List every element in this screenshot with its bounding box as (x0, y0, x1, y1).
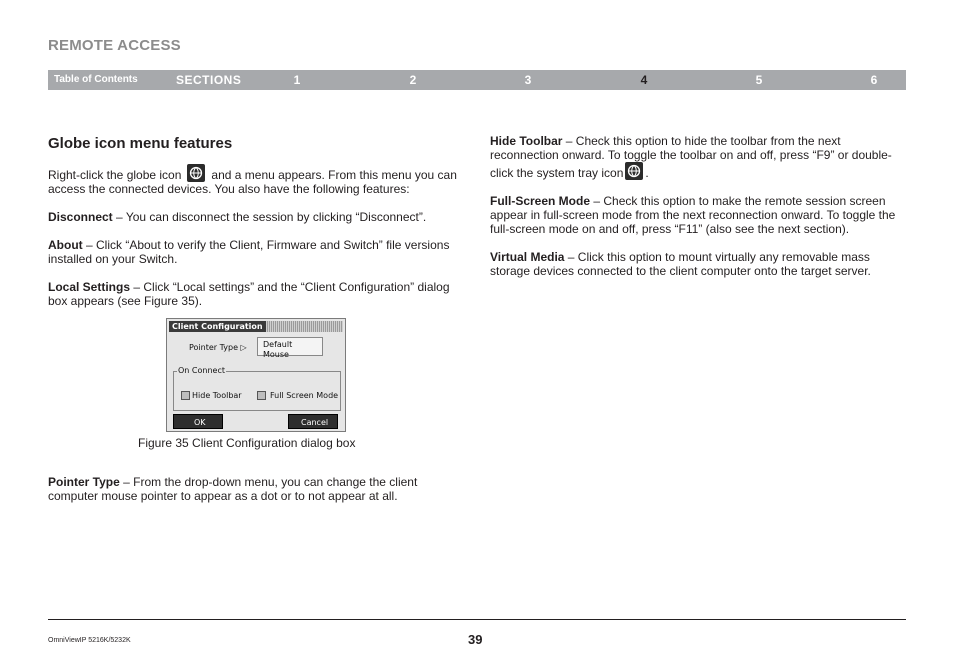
pointer-type-label: Pointer Type ▷ (189, 343, 247, 352)
page-number: 39 (468, 632, 483, 647)
nav-sections-label: SECTIONS (176, 73, 242, 87)
pointer-type-select[interactable]: Default Mouse (257, 337, 323, 356)
hide-toolbar-checkbox[interactable] (181, 391, 190, 400)
nav-section-1[interactable]: 1 (293, 73, 301, 87)
nav-section-3[interactable]: 3 (524, 73, 532, 87)
figure-caption: Figure 35 Client Configuration dialog box (138, 436, 356, 450)
hide-toolbar-label: Hide Toolbar (192, 391, 242, 400)
nav-section-5[interactable]: 5 (755, 73, 763, 87)
nav-section-4[interactable]: 4 (640, 73, 648, 87)
nav-section-2[interactable]: 2 (409, 73, 417, 87)
footer-divider (48, 619, 906, 620)
system-tray-icon (625, 162, 643, 180)
nav-section-6[interactable]: 6 (870, 73, 878, 87)
footer-model-name: OmniViewIP 5216K/5232K (48, 637, 131, 644)
full-screen-paragraph: Full-Screen Mode – Check this option to make the remote session screen appear in full-screen mode from the next reconnection onward. To toggle the full-screen mode on and off, press “F11” (also see the next section). (490, 194, 896, 236)
on-connect-label: On Connect (178, 366, 225, 375)
client-configuration-dialog (166, 318, 346, 432)
full-screen-checkbox[interactable] (257, 391, 266, 400)
globe-icon (187, 164, 205, 182)
pointer-type-paragraph: Pointer Type – From the drop-down menu, you can change the client computer mouse pointer to appear as a dot or to not appear at all. (48, 475, 418, 503)
right-column (490, 134, 910, 292)
cancel-button[interactable]: Cancel (288, 414, 338, 429)
section-navbar (48, 70, 906, 90)
hide-toolbar-paragraph: Hide Toolbar – Check this option to hide the toolbar from the next reconnection onward. To toggle the toolbar on and off, press “F9” or double-click the system tray icon . (490, 134, 892, 180)
virtual-media-paragraph: Virtual Media – Click this option to mount virtually any removable mass storage devices connected to the client computer onto the target server. (490, 250, 871, 278)
disconnect-paragraph: Disconnect – You can disconnect the session by clicking “Disconnect”. (48, 210, 427, 224)
ok-button[interactable]: OK (173, 414, 223, 429)
about-paragraph: About – Click “About to verify the Client, Firmware and Switch” file versions installed on your Switch. (48, 238, 450, 266)
dialog-title-bar: Client Configuration (169, 321, 343, 332)
intro-paragraph: Right-click the globe icon and a menu appears. From this menu you can access the connected devices. You also have the following features: (48, 164, 468, 196)
left-column (48, 135, 468, 322)
section-title: REMOTE ACCESS (48, 37, 181, 54)
full-screen-label: Full Screen Mode (270, 391, 339, 400)
local-settings-paragraph: Local Settings – Click “Local settings” and the “Client Configuration” dialog box appears (see Figure 35). (48, 280, 450, 308)
globe-menu-heading: Globe icon menu features (48, 135, 233, 152)
nav-table-of-contents[interactable]: Table of Contents (54, 74, 138, 85)
